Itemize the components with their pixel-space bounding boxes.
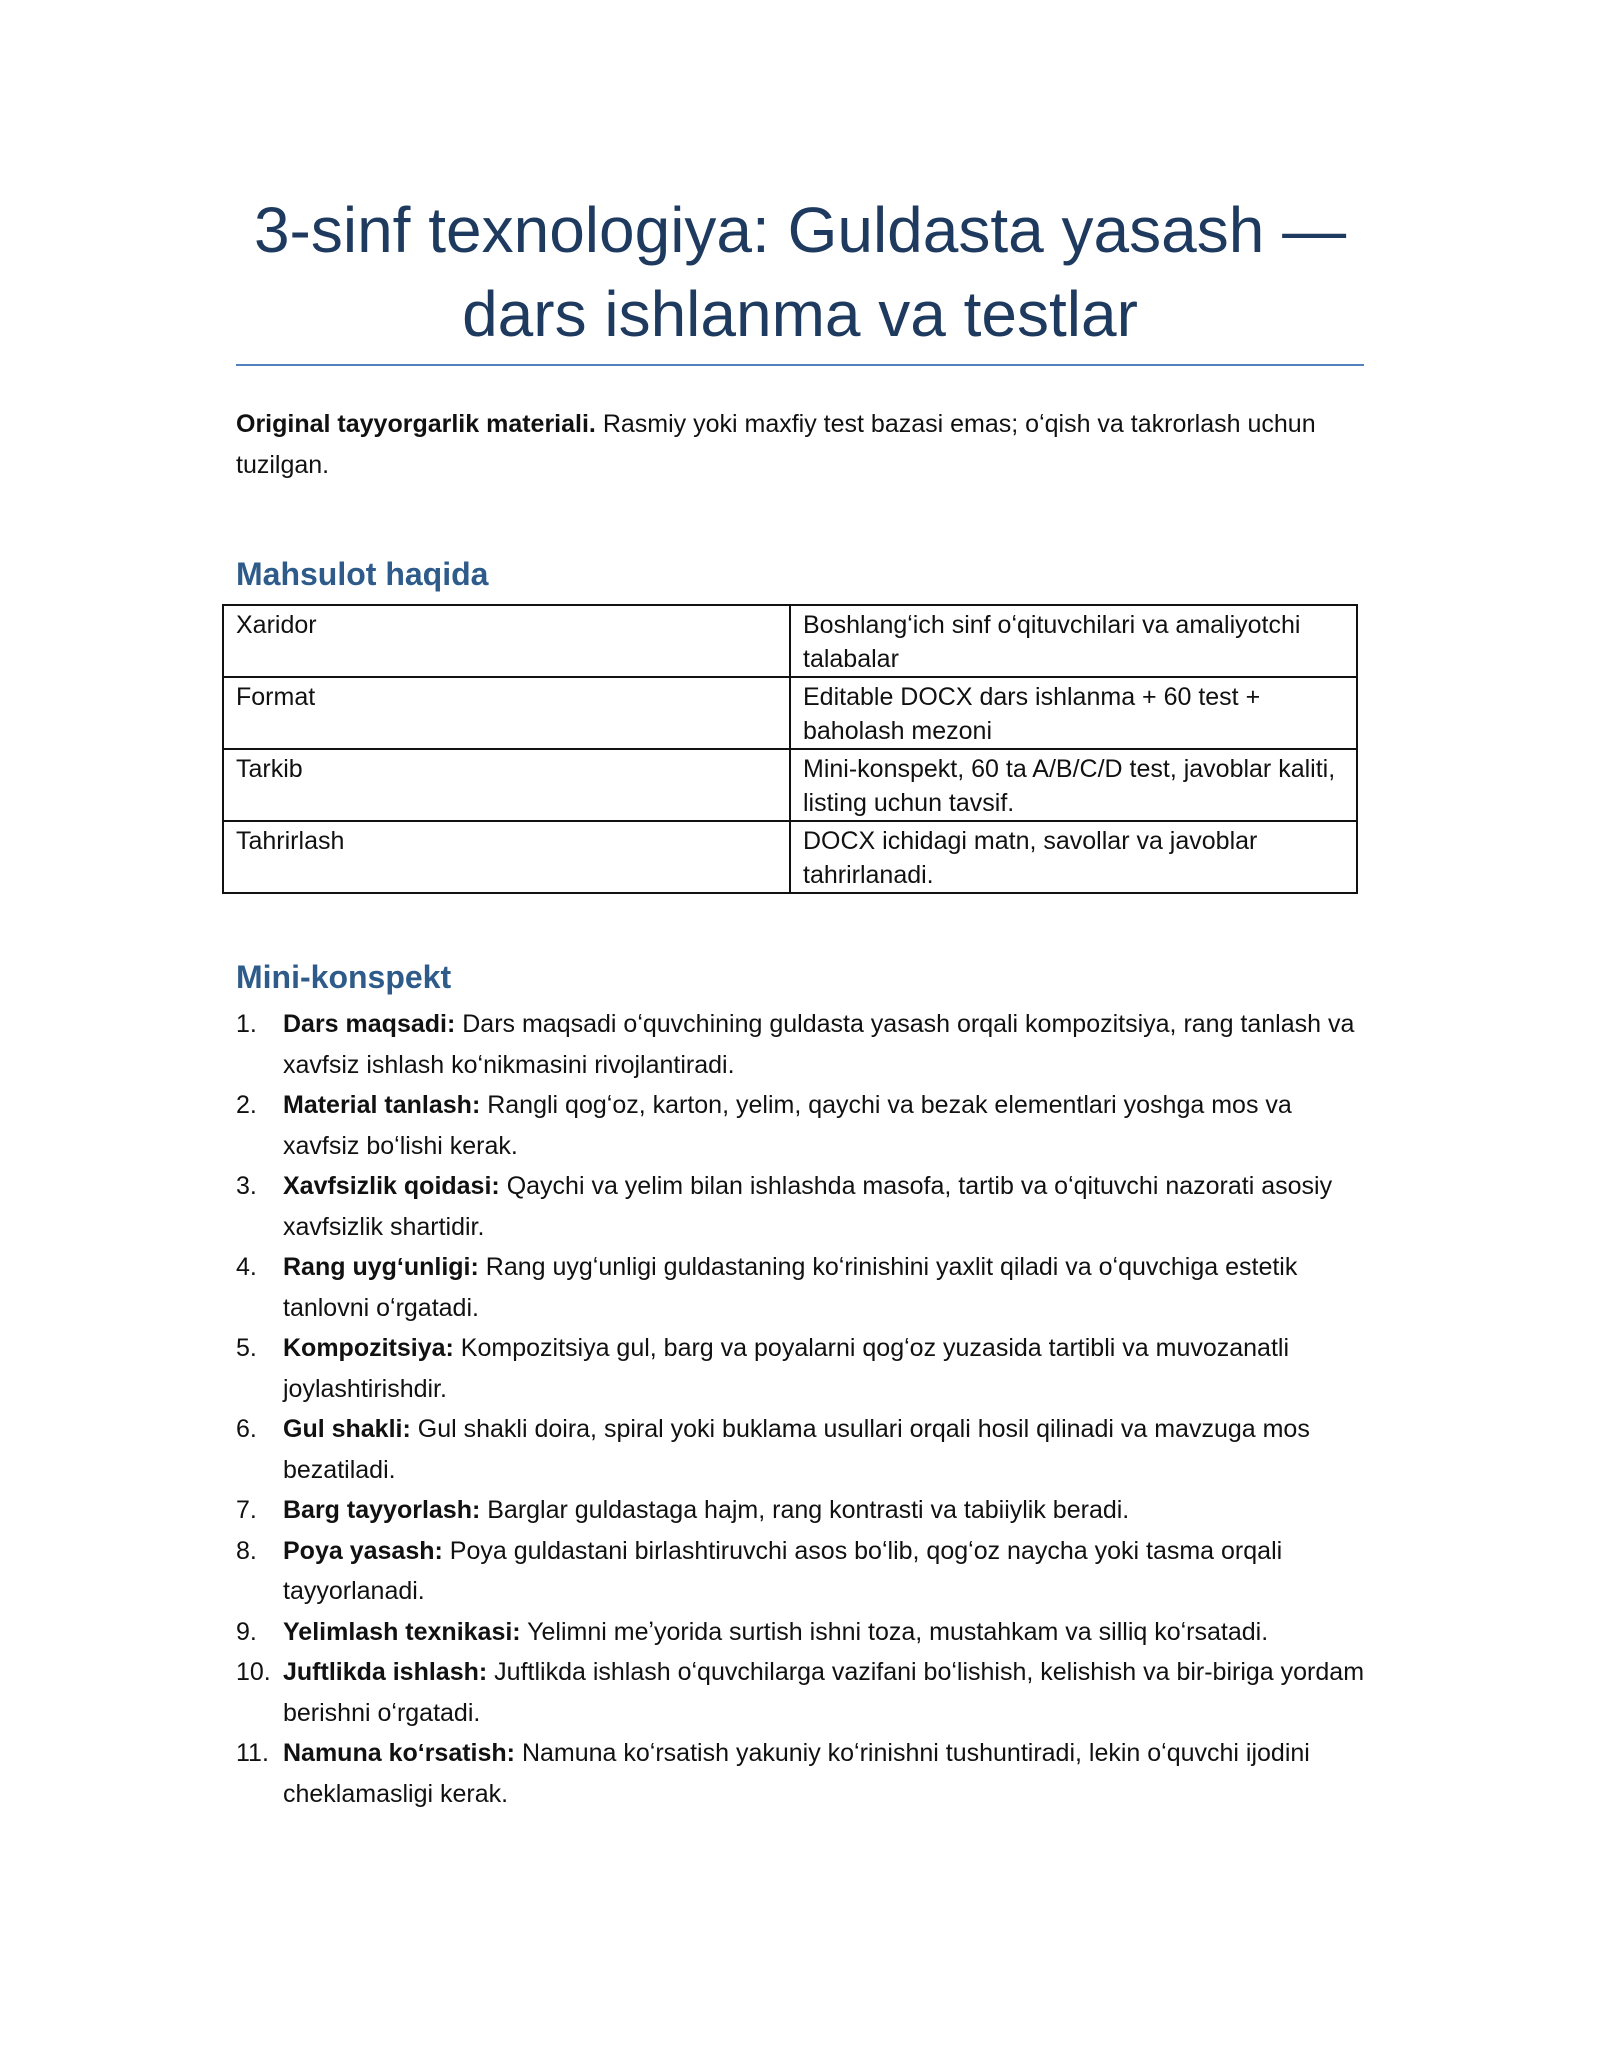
table-row [223, 821, 1357, 893]
table-cell-value: DOCX ichidagi matn, savollar va javoblar tahrirlanadi. [790, 821, 1357, 893]
list-item-text: Barglar guldastaga hajm, rang kontrasti va tabiiylik beradi. [480, 1496, 1130, 1524]
konspekt-list [236, 1004, 1364, 1814]
list-item-text: Namuna koʻrsatish yakuniy koʻrinishni tushuntiradi, lekin oʻquvchi ijodini cheklamasligi kerak. [283, 1739, 1310, 1808]
list-item-term: Dars maqsadi: [283, 1010, 456, 1038]
table-cell-label: Format [223, 677, 790, 749]
list-item-number: 4. [236, 1253, 257, 1281]
list-item-number: 2. [236, 1091, 257, 1119]
list-item-text: Rangli qogʻoz, karton, yelim, qaychi va bezak elementlari yoshga mos va xavfsiz boʻlishi kerak. [283, 1091, 1292, 1160]
list-item-term: Kompozitsiya: [283, 1334, 454, 1362]
list-item-number: 8. [236, 1536, 257, 1565]
list-item-number: 9. [236, 1617, 257, 1646]
list-item-term: Juftlikda ishlash: [283, 1658, 488, 1686]
list-item-term: Xavfsizlik qoidasi: [283, 1172, 500, 1200]
intro-bold-lead: Original tayyorgarlik materiali. [236, 410, 596, 438]
list-item-text: Juftlikda ishlash oʻquvchilarga vazifani boʻlishish, kelishish va bir-biriga yordam berishni oʻrgatadi. [283, 1658, 1365, 1727]
list-item [236, 1004, 1364, 1085]
table-cell-value: Boshlangʻich sinf oʻqituvchilari va amaliyotchi talabalar [790, 605, 1357, 677]
list-item-term: Namuna koʻrsatish: [283, 1739, 516, 1767]
intro-paragraph [236, 404, 1364, 486]
list-item-text: Qaychi va yelim bilan ishlashda masofa, tartib va oʻqituvchi nazorati asosiy xavfsizlik shartidir. [283, 1172, 1333, 1241]
list-item-number: 3. [236, 1172, 257, 1200]
list-item [236, 1652, 1364, 1733]
list-item-text: Dars maqsadi oʻquvchining guldasta yasash orqali kompozitsiya, rang tanlash va xavfsiz ishlash koʻnikmasini rivojlantiradi. [283, 1010, 1355, 1079]
table-cell-value: Mini-konspekt, 60 ta A/B/C/D test, javoblar kaliti, listing uchun tavsif. [790, 749, 1357, 821]
list-item [236, 1328, 1364, 1409]
list-item-term: Barg tayyorlash: [283, 1496, 481, 1524]
list-item-term: Rang uygʻunligi: [283, 1253, 479, 1281]
list-item [236, 1531, 1364, 1612]
list-item-term: Material tanlash: [283, 1091, 481, 1119]
list-item-text: Kompozitsiya gul, barg va poyalarni qogʻoz yuzasida tartibli va muvozanatli joylashtirishdir. [283, 1334, 1290, 1403]
product-info-table [222, 604, 1358, 894]
list-item-term: Yelimlash texnikasi: [283, 1617, 521, 1646]
title-divider [236, 364, 1364, 366]
section-heading-konspekt: Mini-konspekt [236, 959, 452, 995]
table-row [223, 749, 1357, 821]
list-item [236, 1247, 1364, 1328]
table-cell-label: Tarkib [223, 749, 790, 821]
list-item [236, 1166, 1364, 1247]
section-heading-product: Mahsulot haqida [236, 556, 489, 592]
table-cell-label: Xaridor [223, 605, 790, 677]
document-title-line-2: dars ishlanma va testlar [462, 278, 1138, 350]
list-item [236, 1409, 1364, 1490]
list-item-text: Yelimni meʼyorida surtish ishni toza, mustahkam va silliq koʻrsatadi. [520, 1617, 1269, 1646]
list-item-number: 7. [236, 1496, 257, 1524]
list-item-text: Rang uygʻunligi guldastaning koʻrinishini yaxlit qiladi va oʻquvchiga estetik tanlovni oʻrgatadi. [283, 1253, 1298, 1322]
list-item-text: Gul shakli doira, spiral yoki buklama usullari orqali hosil qilinadi va mavzuga mos bezatiladi. [283, 1415, 1310, 1484]
document-title [236, 188, 1364, 356]
list-item [236, 1490, 1364, 1531]
table-cell-value: Editable DOCX dars ishlanma + 60 test + baholash mezoni [790, 677, 1357, 749]
list-item [236, 1733, 1364, 1814]
list-item-number: 11. [236, 1739, 269, 1767]
intro-text: Rasmiy yoki maxfiy test bazasi emas; oʻqish va takrorlash uchun tuzilgan. [236, 410, 1316, 479]
list-item-text: Poya guldastani birlashtiruvchi asos boʻlib, qogʻoz naycha yoki tasma orqali tayyorlanadi. [283, 1536, 1283, 1605]
list-item-number: 1. [236, 1010, 257, 1038]
list-item-number: 10. [236, 1658, 271, 1686]
table-row [223, 677, 1357, 749]
list-item-term: Poya yasash: [283, 1536, 443, 1565]
table-cell-label: Tahrirlash [223, 821, 790, 893]
list-item [236, 1085, 1364, 1166]
list-item-number: 5. [236, 1334, 257, 1362]
list-item [236, 1612, 1364, 1653]
list-item-number: 6. [236, 1415, 257, 1443]
document-title-line-1: 3-sinf texnologiya: Guldasta yasash — [253, 194, 1347, 266]
table-row [223, 605, 1357, 677]
list-item-term: Gul shakli: [283, 1415, 411, 1443]
